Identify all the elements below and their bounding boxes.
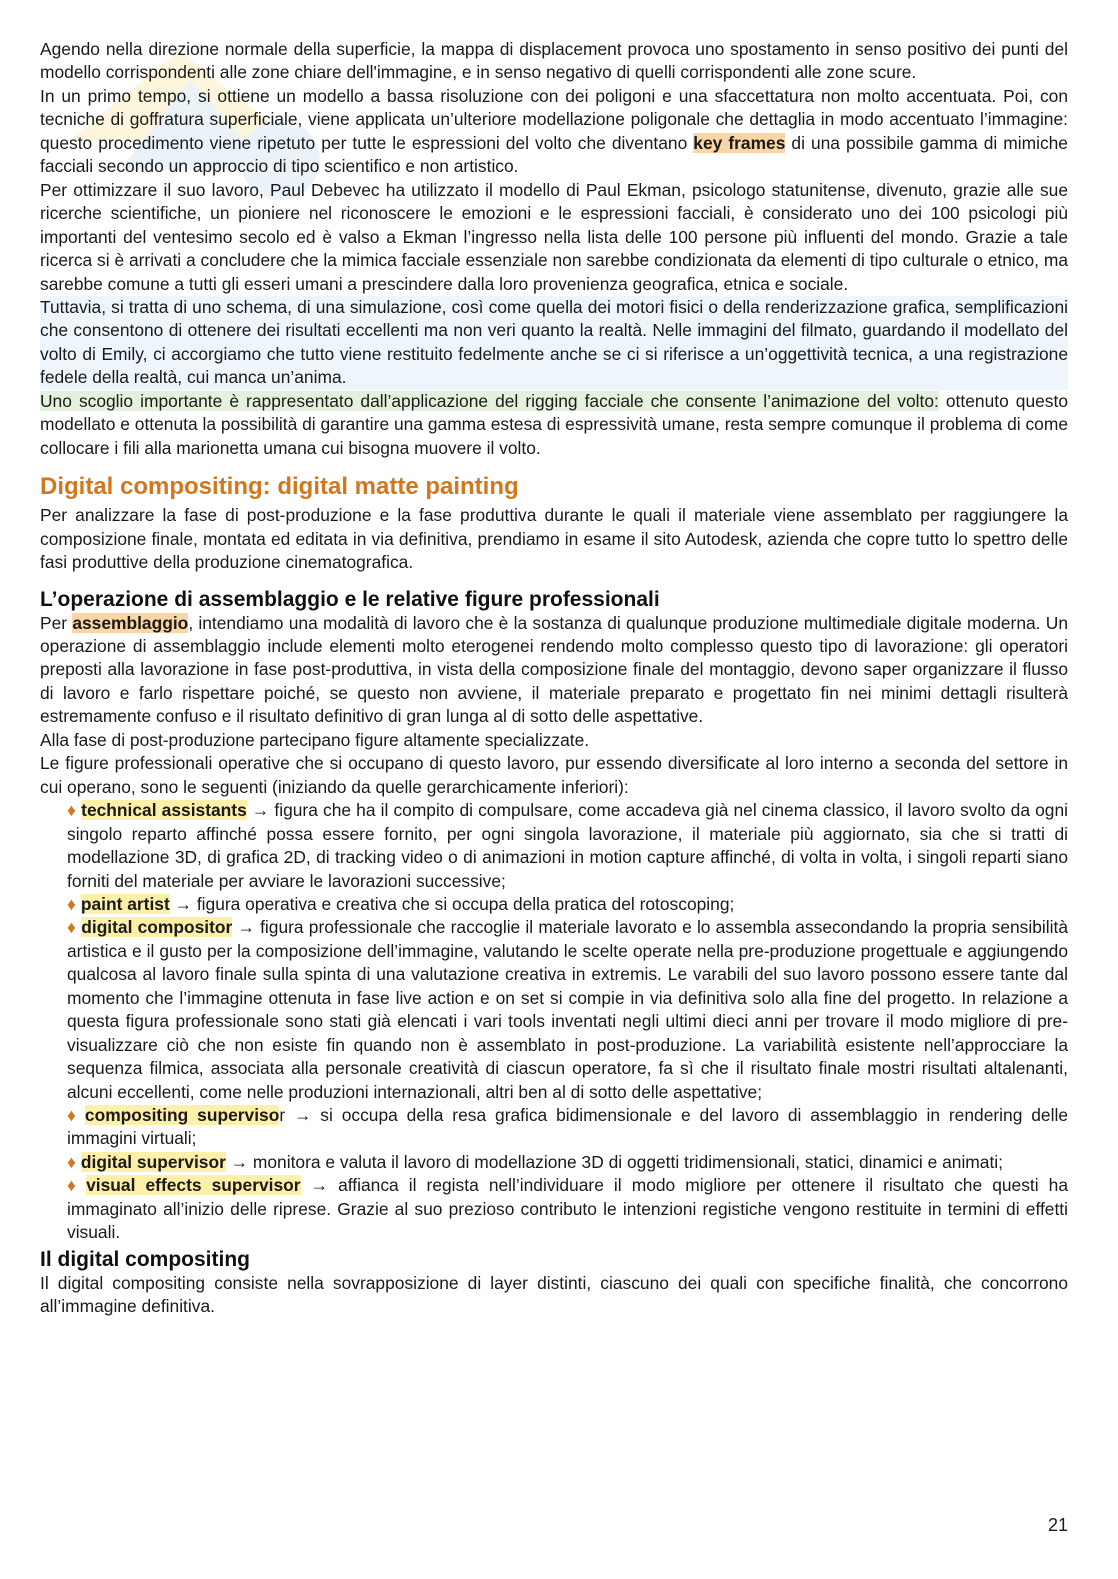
diamond-bullet-icon: ♦: [67, 1175, 82, 1196]
role-description: → figura professionale che raccoglie il materiale lavorato e lo assembla assecondando la propria sensibilità artistica e il gusto per la composizione dell’immagine, valutando le scelte operate nella pre-produzione progettuale e aggiungendo qualcosa al lavoro finale sulla spinta di una valutazione creativa in extremis. Le varabili del suo lavoro possono essere tante dal momento che l’immagine ottenuta in fase live action e on set si compie in via definitiva solo alla fine del progetto. In relazione a questa figura professionale sono stati già elencati i vari tools inventati negli ultimi dieci anni per trovare il modo migliore di pre-visualizzare ciò che non esiste fin quando non è assemblato in post-produzione. La variabilità esistente nell’approcciare la sequenza filmica, associata alla personale creatività di ciascun operatore, fa sì che il risultato finale mostri risultati altalenanti, alcuni eccellenti, come nelle produzioni internazionali, altri ben al di sotto delle aspettative;: [67, 917, 1069, 1102]
list-item: [67, 1174, 1068, 1244]
paragraph-ekman: Per ottimizzare il suo lavoro, Paul Debevec ha utilizzato il modello di Paul Ekman, psicologo statunitense, divenuto, grazie alle sue ricerche scientifiche, un pioniere nel riconoscere le emozioni e le espressioni facciali, è considerato uno dei 100 psicologi più importanti del ventesimo secolo ed è valso a Ekman l’ingresso nella lista delle 100 persone più influenti del mondo. Grazie a tale ricerca si è arrivati a concludere che la mimica facciale essenziale non sarebbe condizionata da elementi di tipo culturale o etnico, ma sarebbe comune a tutti gli esseri umani a prescindere dalla loro provenienza geografica, etnica e sociale.: [40, 179, 1068, 294]
role-description: → figura che ha il compito di compulsare, come accadeva già nel cinema classico, il lavoro svolto da ogni singolo reparto affinché possa essere fornito, per ogni singola lavorazione, il materiale più aggiornato, sia che si tratti di modellazione 3D, di grafica 2D, di tracking video o di animazioni in motion capture affinché, di volta in volta, i singoli reparti siano forniti del materiale per avviare le lavorazioni successive;: [67, 800, 1068, 891]
paragraph-rigging-after: ottenuto questo modellato e ottenuta la possibilità di garantire una gamma estesa di espressività umane, resta sempre comunque il problema di come collocare i fili alla marionetta umana cui bisogna muovere il volto.: [40, 390, 1069, 458]
role-description: → monitora e valuta il lavoro di modellazione 3D di oggetti tridimensionali, statici, dinamici e animati;: [225, 1151, 1003, 1172]
paragraph-key-frames: [40, 85, 1068, 179]
paragraph-rigging: [40, 390, 1068, 460]
role-term: digital compositor: [81, 917, 233, 938]
section-title: Digital compositing: digital matte painting: [40, 473, 519, 501]
role-description: → figura operativa e creativa che si occupa della pratica del rotoscoping;: [169, 893, 735, 914]
assemblaggio-before: Per: [40, 612, 73, 633]
list-item: [67, 1151, 1068, 1174]
subsection-title: L’operazione di assemblaggio e le relative figure professionali: [40, 587, 660, 611]
diamond-bullet-icon: ♦: [67, 893, 76, 914]
role-term: technical assistants: [81, 800, 247, 821]
subsection-title-digital-compositing: Il digital compositing: [40, 1247, 250, 1271]
paragraph-simulation: Tuttavia, si tratta di uno schema, di una simulazione, così come quella dei motori fisici o della renderizzazione grafica, semplificazioni che consentono di ottenere dei risultati eccellenti ma non veri quanto la realtà. Nelle immagini del filmato, guardando il modellato del volto di Emily, ci accorgiamo che tutto viene restituito fedelmente anche se ci si riferisce a un’oggettività tecnica, a una registrazione fedele della realtà, cui manca un’anima.: [40, 296, 1068, 390]
diamond-bullet-icon: ♦: [67, 800, 77, 821]
list-item: [67, 916, 1068, 1104]
highlight-rigging: Uno scoglio importante è rappresentato dall’applicazione del rigging facciale che consente l’animazione del volto:: [40, 390, 939, 411]
roles-list: [40, 799, 1068, 1245]
list-item: [67, 799, 1068, 893]
role-description: → affianca il regista nell’individuare il modo migliore per ottenere il risultato che questi ha immaginato all’inizio delle riprese. Grazie al suo prezioso contributo le intenzioni registiche vengono restituite in termini di effetti visuali.: [67, 1175, 1069, 1243]
section-intro: Per analizzare la fase di post-produzione e la fase produttiva durante le quali il materiale viene assemblato per raggiungere la composizione finale, montata ed editata in via definitiva, prendiamo in esame il sito Autodesk, azienda che copre tutto lo spettro delle fasi produttive della produzione cinematografica.: [40, 505, 1068, 573]
highlight-assemblaggio: assemblaggio: [72, 612, 189, 633]
page-number: 21: [1047, 1515, 1068, 1535]
paragraph-key-frames-after: di una possibile gamma di mimiche facciali secondo un approccio di tipo scientifico e non artistico.: [40, 132, 1068, 177]
list-item: [67, 893, 1068, 916]
highlight-key-frames: key frames: [693, 132, 786, 153]
assemblaggio-after: , intendiamo una modalità di lavoro che è la sostanza di qualunque produzione multimediale digitale moderna. Un operazione di assemblaggio include elementi molto eterogenei rendendo molto complesso questo tipo di lavorazione: gli operatori preposti alla lavorazione in fase post-produttiva, in vista della composizione finale del montaggio, devono saper organizzare il flusso di lavoro e farlo rispettare poiché, se questo non avviene, il materiale preparato e progettato fin nei minimi dettagli risulterà estremamente confuso e il risultato definitivo di gran lunga al di sotto delle aspettative.: [40, 612, 1068, 727]
paragraph-figures-intro: Le figure professionali operative che si occupano di questo lavoro, pur essendo diversificate al loro interno a seconda del settore in cui operano, sono le seguenti (iniziando da quelle gerarchicamente inferiori):: [40, 753, 1068, 797]
paragraph-post-production: Alla fase di post-produzione partecipano figure altamente specializzate.: [40, 729, 590, 750]
role-term: compositing superviso: [84, 1105, 280, 1126]
paragraph-displacement: Agendo nella direzione normale della superficie, la mappa di displacement provoca uno spostamento in senso positivo dei punti del modello corrispondenti alle zone chiare dell'immagine, e in senso negativo di quelli corrispondenti alle zone scure.: [40, 39, 1068, 83]
role-term-suffix: r: [279, 1105, 286, 1126]
diamond-bullet-icon: ♦: [67, 1105, 80, 1126]
document-page: [40, 38, 1068, 1319]
role-term: visual effects supervisor: [86, 1175, 301, 1196]
diamond-bullet-icon: ♦: [67, 917, 77, 938]
role-description: → si occupa della resa grafica bidimensionale e del lavoro di assemblaggio in rendering delle immagini virtuali;: [67, 1105, 1068, 1149]
paragraph-assemblaggio: [40, 612, 1068, 729]
paragraph-digital-compositing: Il digital compositing consiste nella sovrapposizione di layer distinti, ciascuno dei quali con specifiche finalità, che concorrono all’immagine definitiva.: [40, 1272, 1068, 1317]
diamond-bullet-icon: ♦: [67, 1151, 76, 1172]
paragraph-key-frames-before: In un primo tempo, si ottiene un modello a bassa risoluzione con dei poligoni e una sfaccettatura non molto accentuata. Poi, con tecniche di goffratura superficiale, viene applicata un’ulteriore modellazione poligonale che dettaglia in modo accentuato l’immagine: questo procedimento viene ripetuto per tutte le espressioni del volto che diventano: [40, 85, 1068, 153]
role-term: digital supervisor: [80, 1151, 226, 1172]
list-item: [67, 1104, 1068, 1151]
role-term: paint artist: [80, 893, 170, 914]
